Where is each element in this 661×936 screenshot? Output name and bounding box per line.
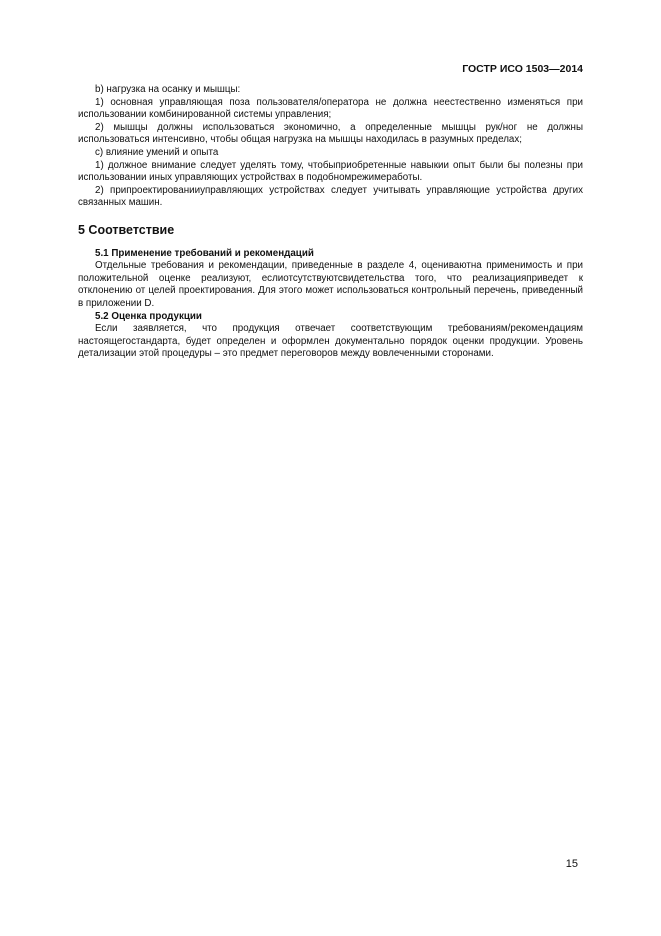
list-item-b1: 1) основная управляющая поза пользователя/оператора не должна неестественно изменяться при использовании комбинированной системы управления; xyxy=(78,96,583,121)
list-item-b2: 2) мышцы должны использоваться экономично, а определенные мышцы рук/ног не должны использоваться интенсивно, чтобы общая нагрузка на мышцы находилась в разумных пределах; xyxy=(78,121,583,146)
subsection-5-1-title: 5.1 Применение требований и рекомендаций xyxy=(95,247,314,259)
subsection-5-1-text: Отдельные требования и рекомендации, приведенные в разделе 4, оцениваютна применимость и при положительной оценке реализуют, еслиотсутствуютсвидетельства того, что реализацияприведет к отклонению от целей проектирования. Для этого может использоваться контрольный перечень, приведенный в приложении D. xyxy=(78,260,583,309)
list-item-c1: 1) должное внимание следует уделять тому, чтобыприобретенные навыкии опыт были бы полезны при использовании иных управляющих устройствах в подобномрежимеработы. xyxy=(78,159,583,184)
section-5-title: 5 Соответствие xyxy=(78,222,175,237)
list-item-b-heading: b) нагрузка на осанку и мышцы: xyxy=(95,84,241,95)
subsection-5-2-title: 5.2 Оценка продукции xyxy=(95,310,202,322)
list-item-c-heading: c) влияние умений и опыта xyxy=(95,146,219,158)
subsection-5-2-text: Если заявляется, что продукция отвечает соответствующим требованиям/рекомендациям настоящегостандарта, будет определен и оформлен документально порядок оценки продукции. Уровень детализации этой процедуры – это предмет переговоров между вовлеченными сторонами. xyxy=(78,323,583,360)
page-content xyxy=(78,84,583,361)
document-code-header: ГОСТР ИСО 1503—2014 xyxy=(462,63,583,75)
page-number: 15 xyxy=(565,858,578,870)
list-item-c2: 2) припроектированииуправляющих устройствах следует учитывать управляющие устройства других связанных машин. xyxy=(78,184,583,209)
